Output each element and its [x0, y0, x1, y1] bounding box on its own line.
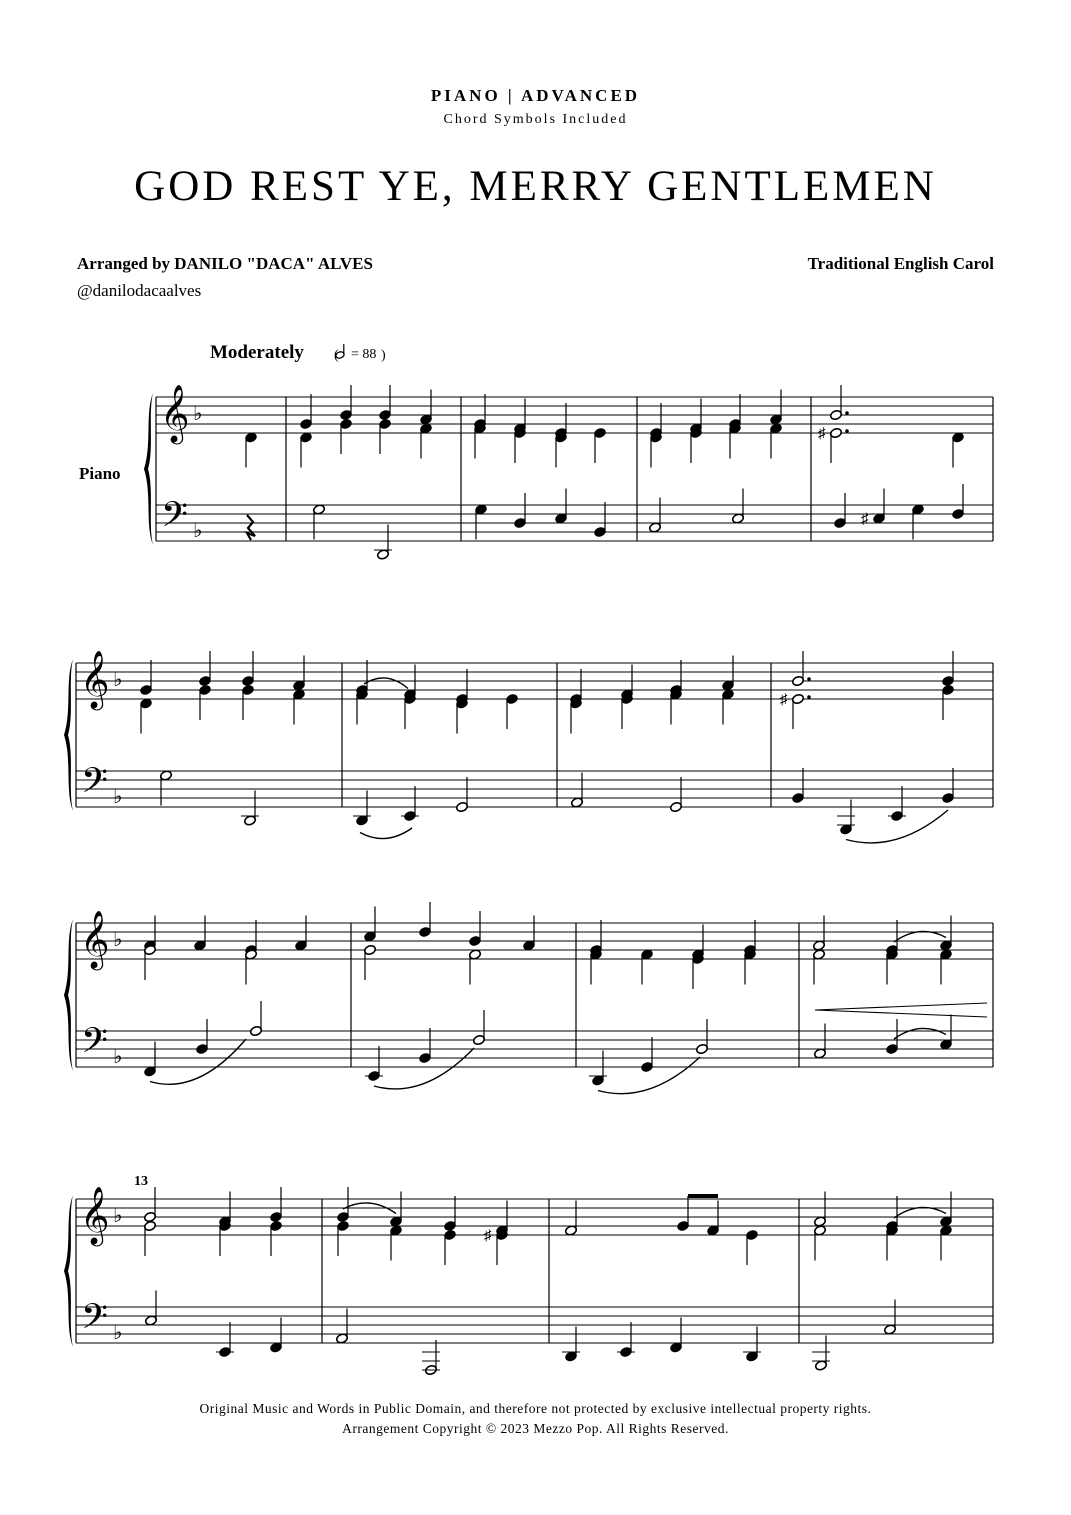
flat-key-icon: ♭: [113, 1205, 123, 1227]
note: [337, 1220, 350, 1256]
note: [589, 1051, 607, 1087]
note: [940, 916, 953, 952]
note: [746, 1229, 759, 1265]
slur: [894, 931, 946, 942]
note: [144, 944, 157, 980]
note: [444, 1229, 457, 1265]
note: [837, 800, 855, 836]
music-layer: [64, 385, 993, 1376]
note: [295, 916, 308, 952]
treble-clef-icon: 𝄞: [80, 651, 110, 707]
note: [792, 768, 805, 804]
svg-text:♯: ♯: [484, 1228, 492, 1244]
note: [514, 427, 527, 463]
note: [404, 693, 417, 729]
note: [617, 1322, 635, 1358]
note: [641, 1037, 654, 1073]
svg-text:♯: ♯: [780, 692, 788, 708]
measure-number-13: 13: [134, 1174, 148, 1189]
slur: [894, 1207, 946, 1218]
note: [570, 698, 583, 734]
note: [650, 432, 663, 468]
svg-text:(: (: [334, 348, 339, 363]
note: [484, 1228, 508, 1265]
note: [940, 949, 953, 985]
copyright-line-1: Original Music and Words in Public Domain, and therefore not protected by exclusive intellectual property rights.: [199, 1401, 872, 1416]
note: [942, 768, 955, 804]
instrument-level: PIANO | ADVANCED: [430, 86, 641, 105]
note: [270, 1187, 283, 1223]
tempo-text: Moderately: [210, 342, 304, 363]
note: [242, 684, 255, 720]
flat-key-icon: ♭: [113, 929, 123, 951]
bass-clef-icon: 𝄢: [81, 763, 109, 809]
subtitle: Chord Symbols Included: [443, 112, 628, 127]
note: [353, 791, 371, 827]
flat-key-icon: ♭: [113, 669, 123, 691]
brace-icon: [64, 1195, 73, 1347]
note: [555, 432, 568, 468]
note: [390, 1192, 403, 1228]
note: [379, 385, 392, 421]
note: [474, 423, 487, 459]
note: [506, 693, 519, 729]
svg-text:): ): [381, 348, 386, 363]
note: [690, 427, 703, 463]
note: [144, 1220, 157, 1256]
crescendo-hairpin: [815, 1003, 987, 1017]
tempo-mark: = 88: [351, 347, 377, 362]
bass-clef-icon: 𝄢: [161, 497, 189, 543]
note: [888, 786, 906, 822]
flat-key-icon: ♭: [113, 786, 123, 808]
note: [818, 426, 849, 463]
note: [469, 911, 482, 947]
note: [422, 1340, 440, 1376]
note: [199, 684, 212, 720]
note: [216, 1322, 234, 1358]
note: [356, 689, 369, 725]
note: [140, 660, 153, 696]
note: [940, 1192, 953, 1228]
note: [194, 916, 207, 952]
flat-key-icon: ♭: [193, 520, 203, 542]
note: [744, 949, 757, 985]
note: [912, 504, 925, 540]
note: [473, 1010, 486, 1046]
treble-clef-icon: 𝄞: [80, 1187, 110, 1243]
note: [337, 1187, 350, 1223]
note: [523, 916, 536, 952]
note: [813, 916, 826, 952]
svg-text:♯: ♯: [818, 426, 826, 442]
note: [374, 525, 392, 561]
note: [390, 1225, 403, 1261]
note: [670, 777, 683, 813]
note: [649, 498, 662, 534]
note: [340, 385, 353, 421]
note: [456, 698, 469, 734]
note: [456, 777, 469, 813]
note: [340, 418, 353, 454]
system-4: [64, 1187, 993, 1347]
note: [770, 423, 783, 459]
note: [245, 949, 258, 985]
instrument-label: Piano: [79, 464, 121, 483]
bass-clef-icon: 𝄢: [81, 1023, 109, 1069]
bass-clef-icon: 𝄢: [81, 1299, 109, 1345]
note: [696, 1019, 709, 1055]
note: [884, 1300, 897, 1336]
note: [514, 493, 527, 529]
flat-key-icon: ♭: [113, 1046, 123, 1068]
note: [814, 1225, 827, 1261]
note: [199, 651, 212, 687]
note: [722, 689, 735, 725]
note: [813, 949, 826, 985]
arranger-handle: @danilodacaalves: [77, 281, 202, 300]
note: [300, 394, 313, 430]
note: [364, 944, 377, 980]
note: [145, 1291, 158, 1327]
note: [942, 651, 955, 687]
note: [364, 907, 377, 943]
note: [420, 423, 433, 459]
note: [469, 949, 482, 985]
arranger-credit: Arranged by DANILO "DACA" ALVES: [77, 254, 373, 273]
note: [562, 1327, 580, 1363]
slur: [360, 828, 412, 839]
note: [594, 502, 607, 538]
note: [952, 432, 965, 468]
brace-icon: [64, 659, 73, 811]
note: [861, 489, 885, 528]
note: [555, 489, 568, 525]
note: [670, 689, 683, 725]
slur: [894, 1028, 946, 1039]
note: [834, 493, 847, 529]
note: [144, 1187, 157, 1223]
note: [420, 390, 433, 426]
page-title: GOD REST YE, MERRY GENTLEMEN: [134, 163, 937, 210]
note: [419, 1028, 432, 1064]
note: [140, 698, 153, 734]
note: [886, 949, 899, 985]
note: [692, 953, 705, 989]
note: [780, 692, 811, 729]
flat-key-icon: ♭: [113, 1322, 123, 1344]
note: [196, 1019, 209, 1055]
system-2: [64, 651, 993, 811]
note: [475, 504, 488, 540]
note: [336, 1309, 349, 1345]
note: [270, 1220, 283, 1256]
note: [250, 1001, 263, 1037]
note: [241, 791, 259, 827]
note: [594, 427, 607, 463]
note: [571, 773, 584, 809]
note: [379, 418, 392, 454]
brace-icon: [144, 393, 153, 545]
note: [814, 1192, 827, 1228]
note: [293, 689, 306, 725]
composer-credit: Traditional English Carol: [807, 254, 994, 273]
note: [365, 1046, 383, 1082]
note: [707, 1201, 720, 1237]
svg-text:♯: ♯: [861, 511, 869, 528]
note: [160, 770, 173, 806]
note: [590, 949, 603, 985]
note: [565, 1201, 578, 1237]
brace-icon: [64, 919, 73, 1071]
note: [814, 1024, 827, 1060]
note: [729, 423, 742, 459]
flat-key-icon: ♭: [193, 403, 203, 425]
copyright-line-2: Arrangement Copyright © 2023 Mezzo Pop. All Rights Reserved.: [342, 1421, 729, 1436]
note: [670, 1318, 683, 1354]
note: [293, 656, 306, 692]
quarter-rest-icon: [247, 515, 255, 540]
treble-clef-icon: 𝄞: [80, 911, 110, 967]
note: [621, 693, 634, 729]
note: [886, 1225, 899, 1261]
note: [313, 504, 326, 540]
note: [677, 1196, 690, 1232]
note: [219, 1220, 232, 1256]
note: [812, 1336, 830, 1372]
note: [245, 432, 258, 468]
note: [952, 484, 965, 520]
note: [732, 489, 745, 525]
note: [940, 1225, 953, 1261]
note: [444, 1196, 457, 1232]
note: [770, 390, 783, 426]
note: [300, 432, 313, 468]
note: [144, 1042, 157, 1078]
note: [743, 1327, 761, 1363]
slur: [364, 678, 408, 689]
note: [641, 949, 654, 985]
note: [722, 656, 735, 692]
note: [942, 684, 955, 720]
treble-clef-icon: 𝄞: [160, 385, 190, 441]
note: [401, 786, 419, 822]
note: [270, 1318, 283, 1354]
note: [242, 651, 255, 687]
note: [419, 902, 432, 938]
slur: [150, 1039, 246, 1084]
